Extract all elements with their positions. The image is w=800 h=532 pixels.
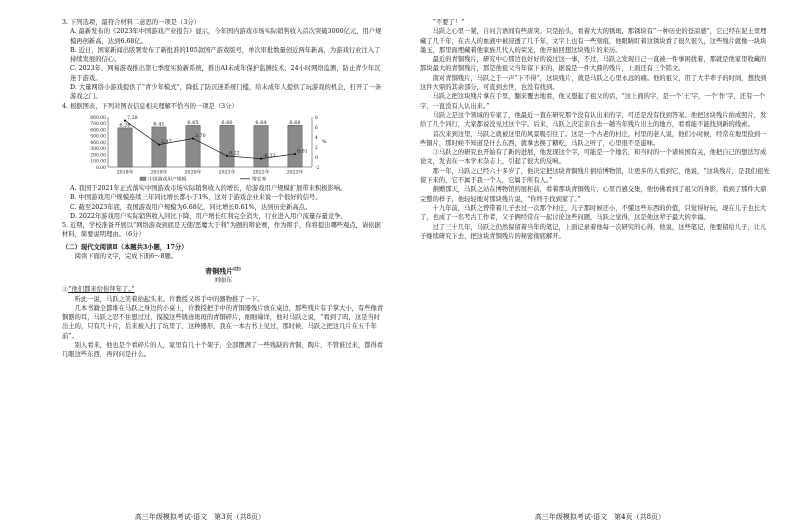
rate-label: -0.33 xyxy=(263,154,276,160)
q3-stem: 3. 下列选项，最符合材料二意思的一项是（3分） xyxy=(62,19,200,26)
right-axis-tick: 2 xyxy=(315,145,318,151)
rate-label: 7.28 xyxy=(127,116,138,122)
right-unit: % xyxy=(322,139,327,145)
rate-label: 3.70 xyxy=(195,133,206,139)
right-axis-tick: 8 xyxy=(315,115,318,121)
rate-label: 0.61 xyxy=(297,149,308,155)
right-axis-tick: 6 xyxy=(315,125,318,131)
category-label: 2018年 xyxy=(116,170,134,176)
left-footer: 高三年级模拟考试·语文 第3页（共8页） xyxy=(134,513,266,521)
legend-bar-label: 中国游戏用户规模 xyxy=(148,177,187,183)
bar-label: 6.66 xyxy=(221,119,233,126)
instructions: 阅读下面的文字，完成下面6～8题。 xyxy=(74,253,178,261)
left-axis-tick: 500.00 xyxy=(90,134,106,140)
story-paragraph-5: 马跃之心里一紧，自问言语间有些唐突。只是抬头，看着大大的锈斑，那锈块有“一种历史的苍凉感”，它已经在泥土里埋藏了几千年，在古人的血液中被浸透了几千年，文字上也有一些刻痕，他眼睛盯着这锈块看了很久很久，这些残片就像一块块墨玉，那里面埋藏着他家族几代人的荣光，他开始回想这块残片的来历。 xyxy=(420,28,767,54)
right-column xyxy=(420,18,772,241)
story-quote-1 xyxy=(62,285,384,294)
story-title-text: 青铜残片 xyxy=(205,266,234,276)
story-paragraph-1: 听此一说，马跃之笑着抬起头来。许教授又将手中的器物推了一下。 xyxy=(74,295,264,303)
left-axis-tick: 100.00 xyxy=(90,159,106,165)
bar xyxy=(118,128,132,167)
section-2-heading: （二）现代文阅读Ⅱ（本题共3小题，17分） xyxy=(62,243,188,251)
left-axis-tick: 700.00 xyxy=(90,122,106,128)
q4-option-a: A. 我国于2021年正式落实中国游戏市场实际销售收入的增长，给游戏用户规模扩展带来积极影响。 xyxy=(70,184,347,192)
story-paragraph-11: ③马跃之的研究也开始有了新的进展，他发现这个字，可能是一个地名，和当时的一个诸侯国有关，他把自己的想法写成论文，发表在一本学术杂志上，引起了很大的反响。 xyxy=(420,149,767,166)
bar xyxy=(186,125,200,167)
q4-option-b: B. 中国游戏用户规模连续三年同比增长都小于1%，这对于游戏企业来说一个很好的信号。 xyxy=(70,194,322,202)
user-scale-chart xyxy=(80,113,360,183)
left-axis-tick: 600.00 xyxy=(90,128,106,134)
bar-label: 6.26 xyxy=(119,122,131,129)
bar xyxy=(254,125,268,167)
bar xyxy=(152,127,166,167)
right-axis-tick: 4 xyxy=(315,135,318,141)
story-paragraph-10: 首次来到这里，马跃之就被这里的风景吸引住了。这是一个古老的村庄，村里的老人说，他们小时候，经常在地里捡到一些铜片，那时候不知道是什么东西，就拿去换了糖吃，马跃之听了，心里很不是滋味。 xyxy=(420,130,767,147)
q3-option-a: A. 最新发布的《2023年中国游戏产业报告》显示，今年国内游戏市场实际销售收入首次突破3000亿元，用户规模再创新高，达到6.68亿。 xyxy=(70,28,382,45)
q3-option-d: D. 大量网络小游戏提供了“青少年模式”，降低了防沉迷系统门槛，给未成年人提供了玩游戏的机会，打开了一条游戏之门。 xyxy=(70,84,382,101)
story-paragraph-3: 别人看来，他也是个看碎片的人，家里有几十个架子，全部摆满了一些残缺的青铜、陶片，不管谁过来，都得看几眼这些东西，再问问是什么。 xyxy=(62,342,384,359)
bar-label: 6.68 xyxy=(289,119,301,126)
story-paragraph-12: 那一年，马跃之已经六十多岁了，他决定把这块青铜残片捐给博物馆，让更多的人看到它，他说，“这块残片，是我们祖先留下来的，它不属于我一个人，它属于所有人。” xyxy=(420,167,770,185)
right-axis-tick: 0 xyxy=(315,155,318,161)
story-paragraph-2: 几本书籍全都堆在马跃之身边的小桌上，许教授把手中的青铜器残片放在桌边，那些残片有手掌大小，有些像青铜器的耳，马跃之忍不住想过过，摸摸这些锈迹斑斑的青铜碎片，细细端详，他对马跃之说，“看到了吗，这是当时出土的，只有几十片，后来被人打了坑里了，这种器形，我在一本古书上见过，那时候，马跃之把这几片在五千年前”。 xyxy=(62,304,384,340)
story-title xyxy=(62,264,384,276)
quote-number: ① xyxy=(62,286,69,294)
q3-option-b: B. 近日，国家新闻出版署发布了新批准的105款国产游戏版号，单次审批数量创近两年新高，为游戏行业注入了持续发展的信心。 xyxy=(70,46,381,64)
story-paragraph-13: 捐赠那天，马跃之站在博物馆的展柜前，看着那块青铜残片，心里百感交集，他仿佛看到了祖父的身影，看到了那件大鼎完整的样子，他轻轻地对那块残片说，“你终于找到家了。” xyxy=(420,186,767,203)
story-paragraph-4: “不要了！” xyxy=(432,19,465,26)
story-title-note: [注] xyxy=(233,266,241,272)
bar-label: 6.65 xyxy=(187,119,199,126)
right-footer: 高三年级模拟考试·语文 第4页（共8页） xyxy=(534,513,666,521)
page-right xyxy=(400,0,800,532)
q4-option-d: D. 2022年游戏用户实际销售收入同比下降，用户增长红利完全消失，行业进入用户流量存量竞争。 xyxy=(70,212,347,220)
q3-option-c: C. 2023年，网易游戏推出第七季度实验新系统，推出AI未成年保护监测技术，24小时网络监测，防止青少年沉迷于游戏。 xyxy=(70,65,381,82)
bar-label: 6.41 xyxy=(153,121,165,128)
bar xyxy=(288,125,302,167)
story-author: 刘丽东 xyxy=(213,276,232,284)
story-paragraph-14: 十九年前，马跃之曾带着儿子去过一次那个村庄，儿子那时候还小，不懂这些东西的价值，只觉得好玩，现在儿子也长大了，也成了一名考古工作者，父子俩经常在一起讨论这些问题，马跃之觉得，这是他这辈子最大的幸福。 xyxy=(420,204,767,222)
category-label: 2020年 xyxy=(184,170,202,176)
story-paragraph-15: 过了三十几年，马跃之仍然保留着当年的笔记，上面记录着他每一次研究的心得，他说，这些笔记，他要留给儿子，让儿子继续研究下去，把这块青铜残片的秘密彻底解开。 xyxy=(420,223,767,240)
rate-label: 0.22 xyxy=(229,151,240,157)
left-column xyxy=(62,18,384,360)
story-paragraph-9: 马跃之是这个领域的专家了，他最近一直在研究那个没有认出来的字，可还是没有找到答案。他把这块残片拍成照片，发给了几个同行，大家都说没见过这个字。后来，马跃之决定亲自去一趟当年残片出土的地方，看看能不能找到新的线索。 xyxy=(420,111,767,129)
category-label: 2021年 xyxy=(218,170,236,176)
legend-line-label: 增长率 xyxy=(252,177,267,183)
story-paragraph-7: 南对青铜残片，马跃之于一声“下不得”，这块残片，就是马跃之心里永远的痛。他的祖父，用了大半辈子的时间，想找到这件大鼎的其余部分，可直到去世，也没有找到。 xyxy=(420,74,767,92)
category-label: 2019年 xyxy=(150,170,168,176)
left-axis-tick: 300.00 xyxy=(90,147,106,153)
bar xyxy=(220,125,234,167)
legend-bar-swatch xyxy=(140,177,146,181)
left-axis-tick: 200.00 xyxy=(90,153,106,159)
category-label: 2022年 xyxy=(252,170,270,176)
category-label: 2023年 xyxy=(286,170,304,176)
q5-stem: 5. 近期，学校准备开展以“网络游戏到底是天使/恶魔大于利”为题的辩论赛，作为辩手，你将提出哪些观点，请依据材料，简要说明理由。（6分） xyxy=(62,222,381,239)
rate-line xyxy=(125,121,295,159)
left-axis-tick: 400.00 xyxy=(90,140,106,146)
chart-svg xyxy=(80,113,360,183)
right-axis-tick: -2 xyxy=(315,165,320,171)
bar-label: 6.64 xyxy=(255,119,267,126)
story-paragraph-6: 最近的青铜残片，研究中心那边也好好的说过这一事，不过，马跃之发现自己一直被一件事困扰着，那就是他家里收藏的那块最大的青铜残片，那是他祖父当年留下来的，据说是一件大鼎的残片，上面还有三个铭文。 xyxy=(420,56,767,73)
left-axis-tick: 800.00 xyxy=(90,115,106,121)
story-paragraph-8: 马跃之把这块残片拿在手里，翻来覆去地看，他又想起了祖父的话，“这上面的字，是一个‘王’字，一个‘作’字，还有一个字，一直没有人认出来。” xyxy=(420,93,765,110)
left-axis-tick: 0.00 xyxy=(95,165,106,171)
q4-stem: 4. 根据图表，下列对图表信息相关理解不恰当的一项是（3分） xyxy=(62,102,238,110)
q4-option-c: C. 截至2023年底，我国游戏用户规模为6.68亿，同比增长0.61%，达到历史新高点。 xyxy=(70,203,312,211)
quote-text: “他们都来给你拜年了。” xyxy=(68,286,135,294)
rate-label: 2.47 xyxy=(161,140,172,146)
